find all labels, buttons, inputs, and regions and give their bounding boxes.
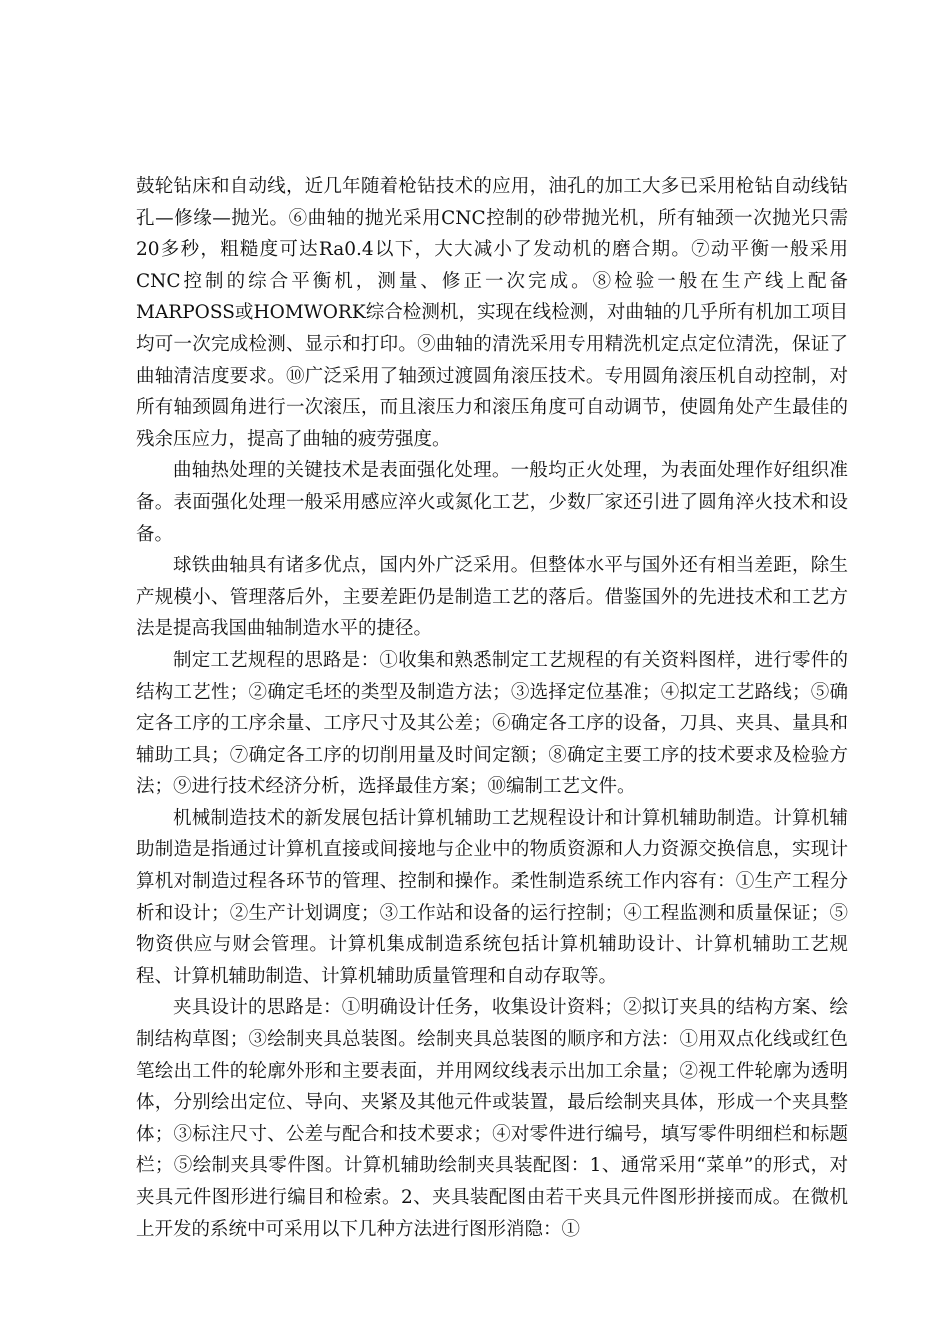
paragraph-process-planning: 制定工艺规程的思路是：①收集和熟悉制定工艺规程的有关资料图样，进行零件的结构工艺性；②确定毛坯的类型及制造方法；③选择定位基准；④拟定工艺路线；⑤确定各工序的工序余量、工序尺寸及其公差；⑥确定各工序的设备，刀具、夹具、量具和辅助工具；⑦确定各工序的切削用量及时间定额；⑧确定主要工序的技术要求及检验方法；⑨进行技术经济分析，选择最佳方案；⑩编制工艺文件。 (136, 649, 848, 798)
body-text (136, 171, 848, 1245)
paragraph-manufacturing-technology: 机械制造技术的新发展包括计算机辅助工艺规程设计和计算机辅助制造。计算机辅助制造是指通过计算机直接或间接地与企业中的物质资源和人力资源交换信息，实现计算机对制造过程各环节的管理、控制和操作。柔性制造系统工作内容有：①生产工程分析和设计；②生产计划调度；③工作站和设备的运行控制；④工程监测和质量保证；⑤物资供应与财会管理。计算机集成制造系统包括计算机辅助设计、计算机辅助工艺规程、计算机辅助制造、计算机辅助质量管理和自动存取等。 (136, 807, 848, 987)
paragraph-heat-treatment: 曲轴热处理的关键技术是表面强化处理。一般均正火处理，为表面处理作好组织准备。表面强化处理一般采用感应淬火或氮化工艺，少数厂家还引进了圆角淬火技术和设备。 (136, 460, 848, 545)
paragraph-crankshaft-machining-continued: 鼓轮钻床和自动线，近几年随着枪钻技术的应用，油孔的加工大多已采用枪钻自动线钻孔—修缘—抛光。⑥曲轴的抛光采用CNC控制的砂带抛光机，所有轴颈一次抛光只需20多秒，粗糙度可达Ra0.4以下，大大减小了发动机的磨合期。⑦动平衡一般采用CNC控制的综合平衡机，测量、修正一次完成。⑧检验一般在生产线上配备MARPOSS或HOMWORK综合检测机，实现在线检测，对曲轴的几乎所有机加工项目均可一次完成检测、显示和打印。⑨曲轴的清洗采用专用精洗机定点定位清洗，保证了曲轴清洁度要求。⑩广泛采用了轴颈过渡圆角滚压技术。专用圆角滚压机自动控制，对所有轴颈圆角进行一次滚压，而且滚压力和滚压角度可自动调节，使圆角处产生最佳的残余压应力，提高了曲轴的疲劳强度。 (136, 176, 848, 450)
paragraph-fixture-design: 夹具设计的思路是：①明确设计任务，收集设计资料；②拟订夹具的结构方案、绘制结构草图；③绘制夹具总装图。绘制夹具总装图的顺序和方法：①用双点化线或红色笔绘出工件的轮廓外形和主要表面，并用网纹线表示出加工余量；②视工件轮廓为透明体，分别绘出定位、导向、夹紧及其他元件或装置，最后绘制夹具体，形成一个夹具整体；③标注尺寸、公差与配合和技术要求；④对零件进行编号，填写零件明细栏和标题栏；⑤绘制夹具零件图。计算机辅助绘制夹具装配图：1、通常采用“菜单”的形式，对夹具元件图形进行编目和检索。2、夹具装配图由若干夹具元件图形拼接而成。在微机上开发的系统中可采用以下几种方法进行图形消隐：① (136, 997, 848, 1240)
paragraph-ductile-iron-crankshaft: 球铁曲轴具有诸多优点，国内外广泛采用。但整体水平与国外还有相当差距，除生产规模小、管理落后外，主要差距仍是制造工艺的落后。借鉴国外的先进技术和工艺方法是提高我国曲轴制造水平的捷径。 (136, 555, 848, 640)
